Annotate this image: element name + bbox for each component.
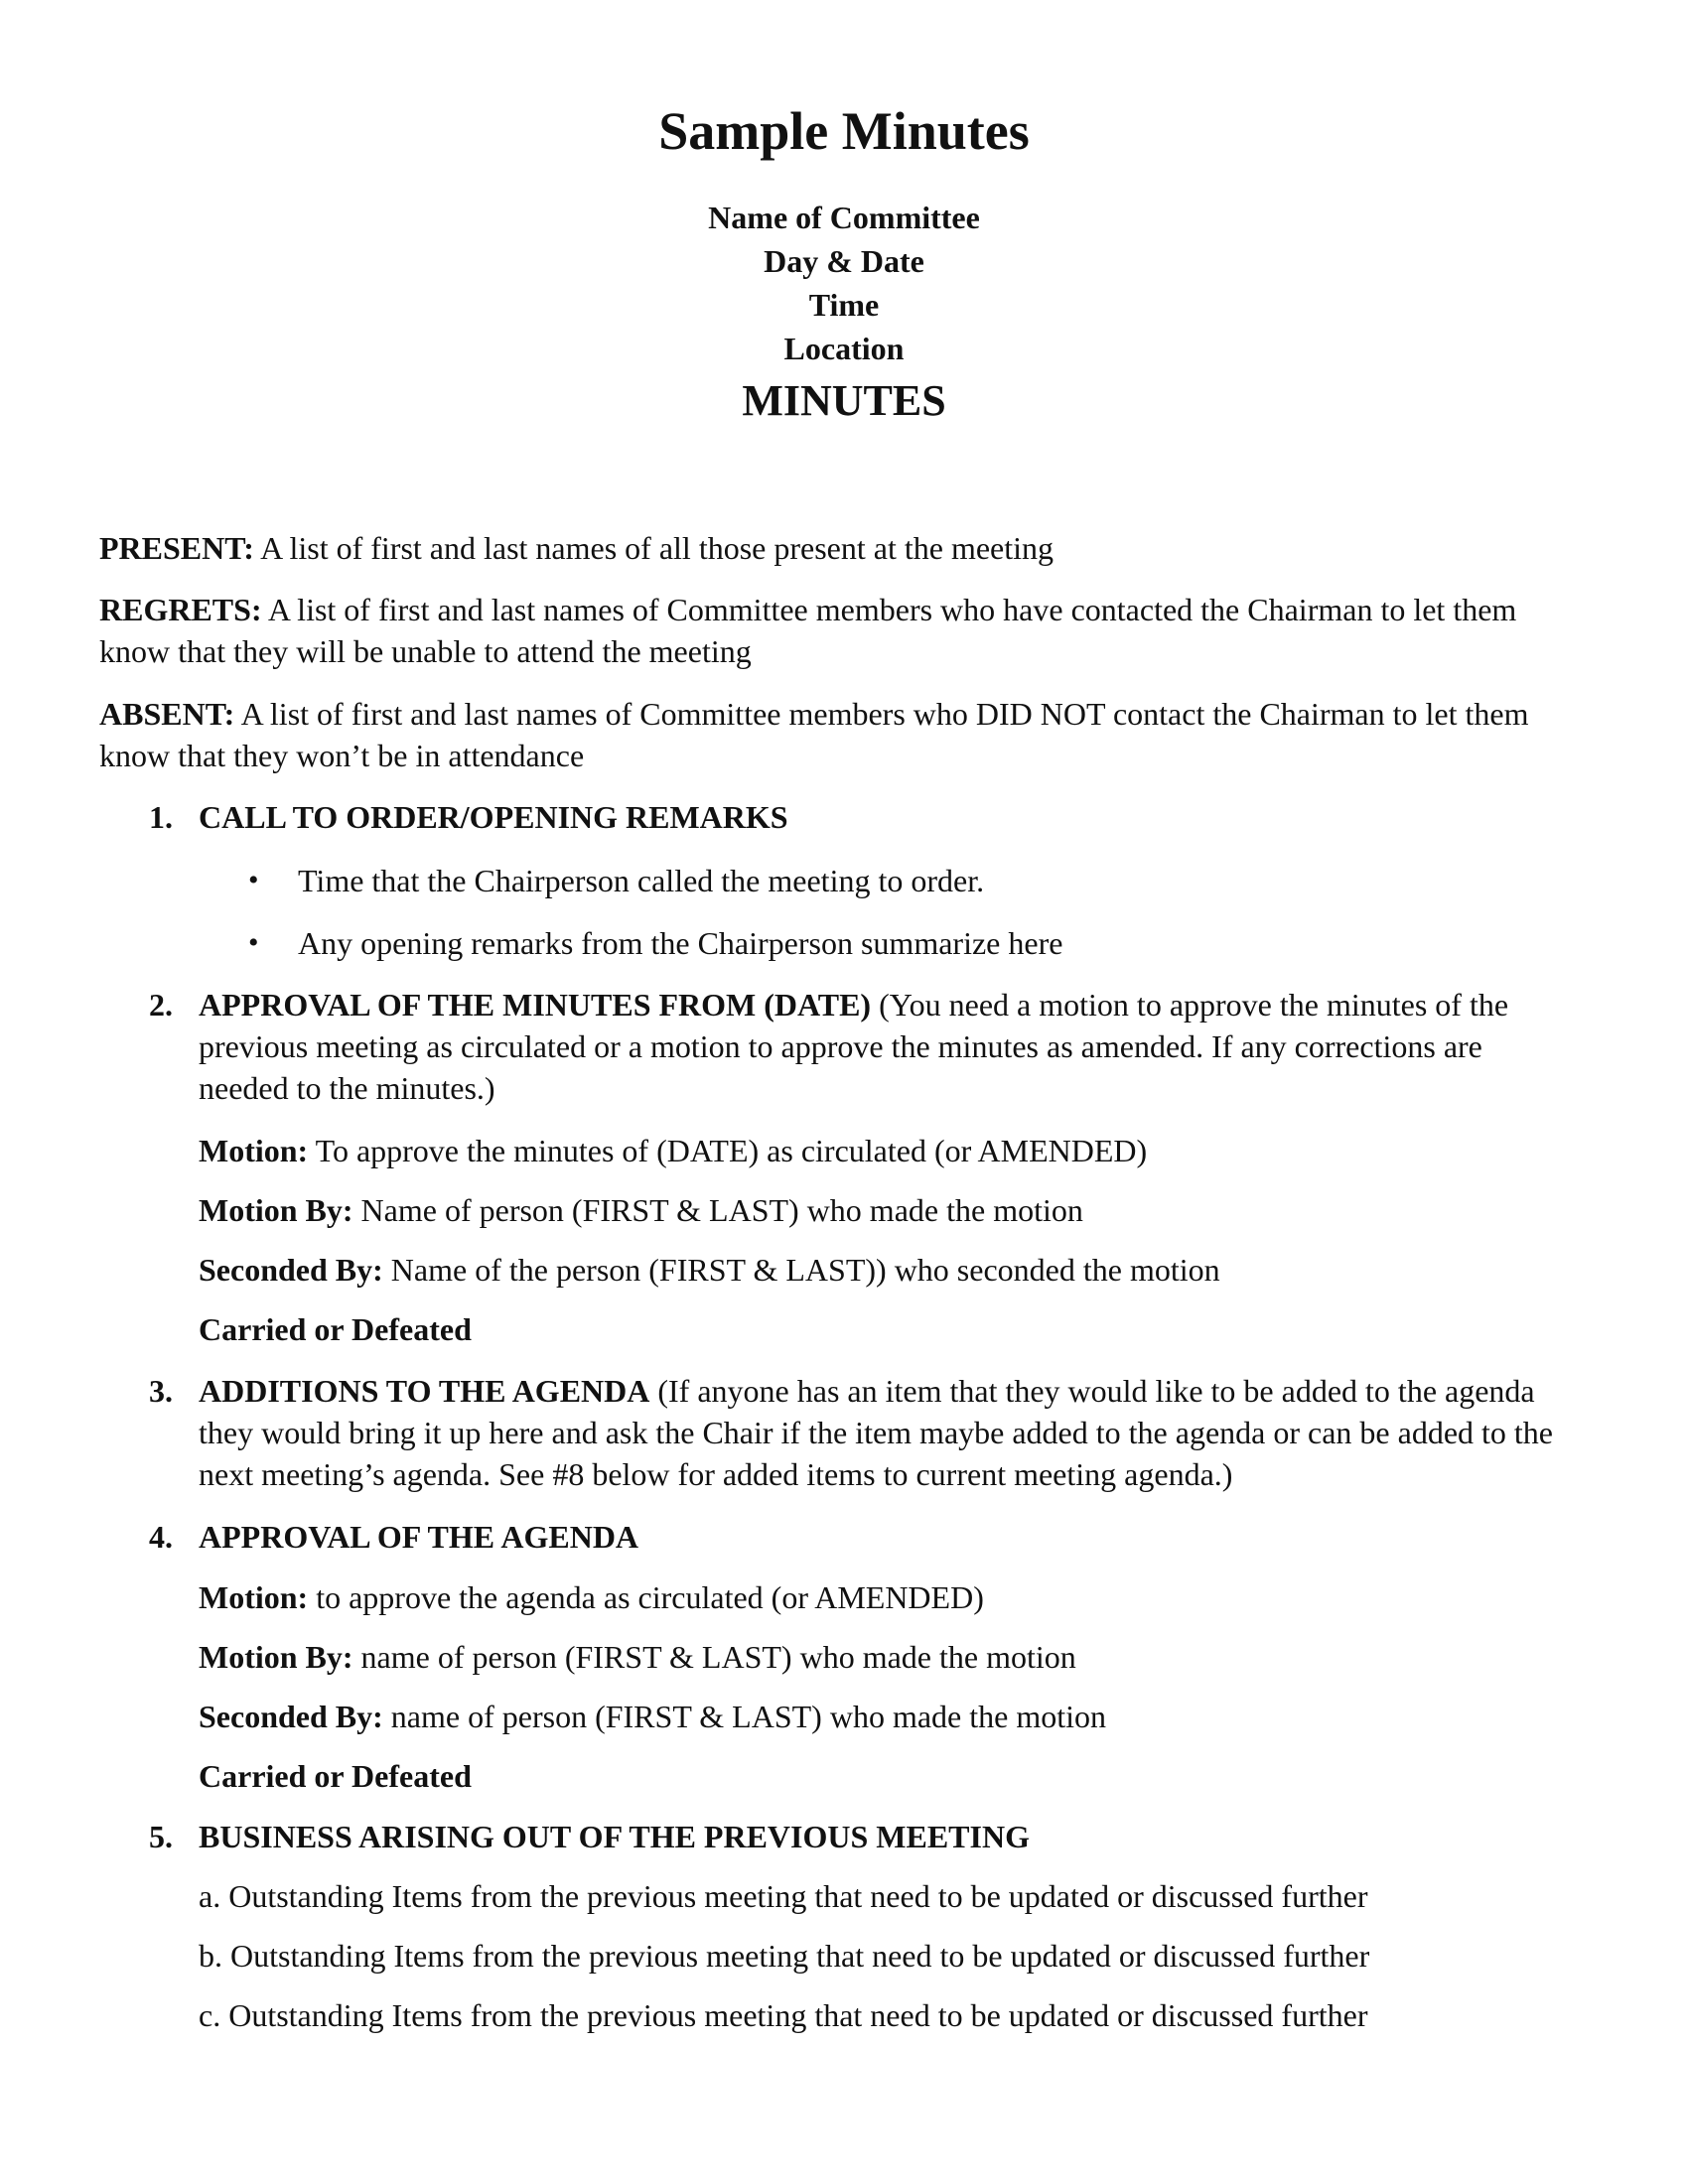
seconded-by-text: name of person (FIRST & LAST) who made the motion	[382, 1699, 1106, 1734]
absent-label: ABSENT:	[99, 696, 235, 732]
item-5-heading: BUSINESS ARISING OUT OF THE PREVIOUS MEETING	[199, 1819, 1030, 1854]
present-paragraph	[99, 527, 1549, 569]
motion-text: to approve the agenda as circulated (or AMENDED)	[308, 1579, 984, 1615]
item-3-number: 3.	[149, 1373, 173, 1409]
bullet-icon: •	[248, 926, 259, 959]
motion-by-label: Motion By:	[199, 1192, 353, 1228]
item-1-number: 1.	[149, 799, 173, 835]
item-2-note: (You need a motion to approve the minutes of the previous meeting as circulated or a motion to approve the minutes as amended. If any corrections are needed to the minutes.)	[199, 987, 1509, 1106]
item-4-heading: APPROVAL OF THE AGENDA	[199, 1519, 639, 1555]
present-label: PRESENT:	[99, 530, 254, 566]
item-1-bullet-2: Any opening remarks from the Chairperson summarize here	[298, 925, 1063, 961]
item-5-subitem-a: a. Outstanding Items from the previous meeting that need to be updated or discussed further	[199, 1878, 1368, 1914]
meeting-header	[0, 196, 1688, 370]
meeting-time: Time	[808, 287, 880, 323]
item-3-heading: ADDITIONS TO THE AGENDA	[199, 1373, 650, 1409]
item-4-seconded-by	[199, 1696, 1559, 1737]
item-2-heading: APPROVAL OF THE MINUTES FROM (DATE)	[199, 987, 872, 1023]
seconded-by-label: Seconded By:	[199, 1699, 383, 1734]
motion-by-label: Motion By:	[199, 1639, 353, 1675]
item-4-result: Carried or Defeated	[199, 1758, 472, 1794]
item-2-heading-block	[199, 984, 1559, 1109]
item-3-heading-block	[199, 1370, 1559, 1495]
item-2-number: 2.	[149, 987, 173, 1023]
committee-name: Name of Committee	[708, 200, 980, 235]
document-title: Sample Minutes	[658, 101, 1030, 161]
item-5-subitem-c: c. Outstanding Items from the previous meeting that need to be updated or discussed further	[199, 1997, 1368, 2033]
motion-label: Motion:	[199, 1133, 309, 1168]
item-5-subitem-b: b. Outstanding Items from the previous meeting that need to be updated or discussed further	[199, 1938, 1370, 1974]
item-5-number: 5.	[149, 1819, 173, 1854]
present-text: A list of first and last names of all those present at the meeting	[253, 530, 1055, 566]
minutes-heading: MINUTES	[742, 376, 946, 425]
motion-text: To approve the minutes of (DATE) as circulated (or AMENDED)	[308, 1133, 1148, 1168]
meeting-location: Location	[783, 331, 905, 366]
item-4-motion-by	[199, 1636, 1559, 1678]
seconded-by-text: Name of the person (FIRST & LAST)) who seconded the motion	[382, 1252, 1220, 1288]
meeting-day-date: Day & Date	[764, 243, 924, 279]
seconded-by-label: Seconded By:	[199, 1252, 383, 1288]
regrets-label: REGRETS:	[99, 592, 262, 627]
motion-by-text: Name of person (FIRST & LAST) who made the motion	[352, 1192, 1083, 1228]
absent-paragraph	[99, 693, 1549, 776]
item-4-motion	[199, 1576, 1559, 1618]
item-2-seconded-by	[199, 1249, 1559, 1291]
motion-by-text: name of person (FIRST & LAST) who made the motion	[352, 1639, 1076, 1675]
item-1-heading: CALL TO ORDER/OPENING REMARKS	[199, 799, 788, 835]
bullet-icon: •	[248, 864, 259, 896]
item-1-bullet-1: Time that the Chairperson called the meeting to order.	[298, 863, 985, 898]
regrets-paragraph	[99, 589, 1549, 672]
regrets-text: A list of first and last names of Committee members who have contacted the Chairman to let them know that they will be unable to attend the meeting	[99, 592, 1517, 669]
item-4-number: 4.	[149, 1519, 173, 1555]
item-3-note: (If anyone has an item that they would like to be added to the agenda they would bring it up here and ask the Chair if the item maybe added to the agenda or can be added to the next meeting’s agenda. See #8 below for added items to current meeting agenda.)	[199, 1373, 1553, 1492]
item-2-result: Carried or Defeated	[199, 1311, 472, 1347]
item-2-motion	[199, 1130, 1559, 1171]
motion-label: Motion:	[199, 1579, 309, 1615]
absent-text: A list of first and last names of Committee members who DID NOT contact the Chairman to let them know that they won’t be in attendance	[99, 696, 1529, 773]
item-2-motion-by	[199, 1189, 1559, 1231]
